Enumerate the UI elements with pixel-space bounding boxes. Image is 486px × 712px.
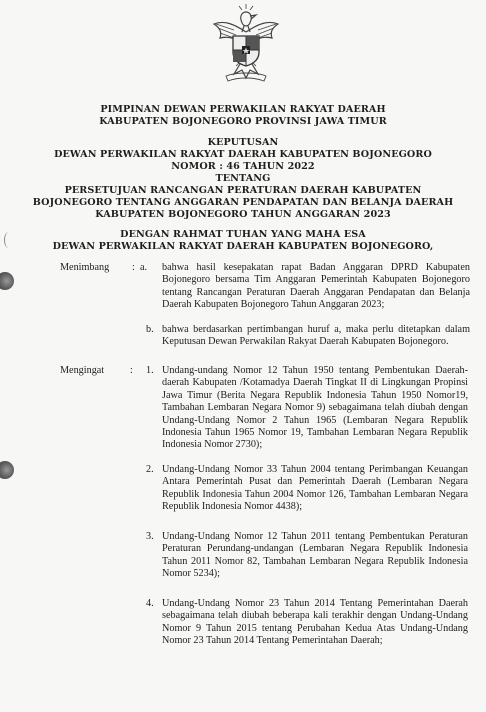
item-text: bahwa berdasarkan pertimbangan huruf a, maka perlu ditetapkan dalam Keputusan Dewan Perwakilan Rakyat Daerah Kabupaten Bojonegoro. [162,324,470,348]
punch-hole [0,461,14,479]
item-marker: 4. [146,598,154,609]
mengingat-colon: : [130,365,133,376]
item-marker: 3. [146,531,154,542]
mengingat-label: Mengingat [60,365,105,376]
decree-number: NOMOR : 46 TAHUN 2022 [171,161,315,172]
decree-issuer: DEWAN PERWAKILAN RAKYAT DAERAH KABUPATEN BOJONEGORO [54,149,432,160]
decree-about: TENTANG [215,173,271,184]
decree-type: KEPUTUSAN [207,137,279,148]
item-text: Undang-undang Nomor 12 Tahun 1950 tentang Pembentukan Daerah-daerah Kabupaten /Kotamadya Daerah Tingkat II di Lingkungan Propinsi Jawa Timur (Berita Negara Republik Indonesia Tahun 1950 Nomor19, Tambahan Lembaran Negara Nomor 9) sebagaimana telah diubah dengan Undang-Undang Nomor 2 Tahun 1965 (Lembaran Negara Republik Indonesia Tahun 1965 Nomor 19, Tambahan Lembaran Negara Republik Indonesia Nomor 2730); [162,365,468,451]
menimbang-label: Menimbang [60,262,110,273]
item-marker: 2. [146,464,154,475]
menimbang-colon: : [132,262,135,273]
issuer-line: DEWAN PERWAKILAN RAKYAT DAERAH KABUPATEN BOJONEGORO, [52,241,434,252]
item-text: bahwa hasil kesepakatan rapat Badan Anggaran DPRD Kabupaten Bojonegoro bersama Tim Anggaran Pemerintah Kabupaten Bojonegoro tentang Rancangan Peraturan Daerah Anggaran Pendapatan dan Belanja Daerah Kabupaten Bojonegoro Tahun Anggaran 2023; [162,262,470,311]
item-text: Undang-Undang Nomor 23 Tahun 2014 Tentang Pemerintahan Daerah sebagaimana telah diubah beberapa kali terakhir dengan Undang-Undang Nomor 9 Tahun 2015 tentang Perubahan Kedua Atas Undang-Undang Nomor 23 Tahun 2014 Tentang Pemerintahan Daerah; [162,598,468,647]
decree-subject-line-2: BOJONEGORO TENTANG ANGGARAN PENDAPATAN DAN BELANJA DAERAH [32,197,454,208]
header-line-2: KABUPATEN BOJONEGORO PROVINSI JAWA TIMUR [99,116,387,127]
punch-hole [0,272,14,290]
item-marker: b. [146,324,154,335]
item-marker: a. [140,262,148,273]
item-text: Undang-Undang Nomor 33 Tahun 2004 tentang Perimbangan Keuangan Antara Pemerintah Pusat dan Pemerintah Daerah (Lembaran Negara Republik Indonesia Tahun 2004 Nomor 126, Tambahan Lembaran Negara Republik Indonesia Nomor 4438); [162,464,468,513]
decree-subject-line-3: KABUPATEN BOJONEGORO TAHUN ANGGARAN 2023 [95,209,391,220]
header-line-1: PIMPINAN DEWAN PERWAKILAN RAKYAT DAERAH [100,104,386,115]
item-text: Undang-Undang Nomor 12 Tahun 2011 tentang Pembentukan Peraturan Peraturan Perundang-undangan (Lembaran Negara Republik Indonesia Tahun 2011 Nomor 82, Tambahan Lembaran Negara Republik Indonesia Nomor 5234); [162,531,468,580]
item-marker: 1. [146,365,154,376]
invocation: DENGAN RAHMAT TUHAN YANG MAHA ESA [120,229,366,240]
decree-subject-line-1: PERSETUJUAN RANCANGAN PERATURAN DAERAH KABUPATEN [64,185,422,196]
garuda-emblem [206,2,286,84]
